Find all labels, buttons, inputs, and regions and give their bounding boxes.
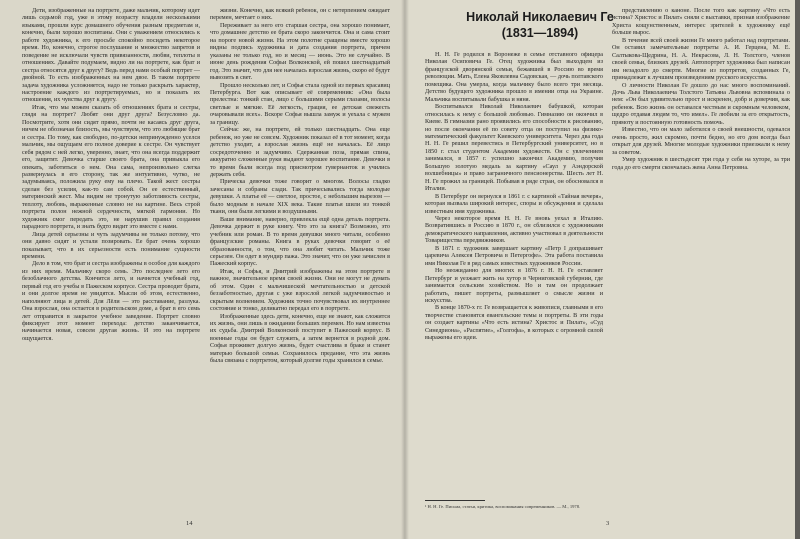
left-page-column-2 — [210, 8, 390, 516]
paragraph: Итак, и Софья, и Дмитрий изображены на этом портрете в важное, значительное время своей жизни. Они не могут не думать об этом. Один с мальчишеской мечтательностью и детской беззаботностью, другая с уже взрослой легкой задумчивостью и скрытым волнением. Художник точно почувствовал их внутреннее состояние и тонко, деликатно передал его в портрете. — [210, 268, 390, 313]
paragraph: В Петербург он вернулся в 1861 г. с картиной «Тайная вечеря», которая вызвала широкий интерес, споры и обсуждения и сделала известным имя художника. — [425, 193, 603, 215]
paragraph: Прошло несколько лет, и Софья стала одной из первых красавиц Петербурга. Вот как описывает её современник: «Она была прелестна: тонкий стан, лицо с большими серыми глазами, волосы светлые и мягкие. Её легкость, грация, ее детская свежесть очаровывали всех». Вскоре Софья вышла замуж и уехала с мужем за границу. — [210, 82, 390, 126]
artist-years: (1831—1894) — [501, 26, 579, 40]
paragraph: Ваше внимание, наверно, привлекла ещё одна деталь портрета. Девочка держит в руке книгу. Что это за книга? Возможно, это учебник или роман. В то время девушки много читали, особенно французские романы. Книга в руках девочки говорит о её образованности, о том, что она любит читать. Мальчик тоже серьезен. Он одет в мундир пажа. Это значит, что он уже зачислен в Пажеский корпус. — [210, 216, 390, 268]
paragraph: Известно, что он мало заботился о своей внешности, одевался очень просто, жил скромно, почти бедно, но его дом всегда был открыт для друзей. Многие молодые художники приезжали к нему за советом. — [612, 127, 790, 156]
chapter-title — [440, 10, 640, 41]
paragraph: Итак, что мы можем сказать об отношениях брата и сестры, глядя на портрет? Любят они друг друга? Безусловно да. Посмотрите, хотя они сидят прямо, почти не касаясь друг друга, ничем не обозначая близость, мы чувствуем, что это любящие брат и сестра. По тому, как свободно, по-детски непринужденно уселся мальчик, мы ощущаем его полное доверие к сестре. Он чувствует себя рядом с ней легко, уверенно, знает, что она всегда поддержит его, защитит. Девочка старше своего брата, она привыкла его опекать, заботиться о нем. Она сама, непроизвольно слегка развернулась в его сторону, так же интуитивно, чутко, не задумываясь, положила руку ему на плечо. Такой жест сестры сделан без усилия, как-то сам собой. Он ее естественный, материнский жест. Мы видим не тронутую заботливость сестры, теплоту, любовь, выраженные словно не на картине. Весь строй портрета полон нежной сердечности, мягкой гармонии. Но художник смог передать это, не нарушив правил создания парадного портрета, и знать будто видит это вместе с нами. — [22, 104, 200, 231]
right-page-column-2 — [612, 8, 790, 493]
left-page-column-1 — [22, 8, 200, 516]
paragraph: Но неожиданно для многих в 1876 г. Н. Н. Ге оставляет Петербург и уезжает жить на хутор в Черниговской губернии, где занимается сельским хозяйством. Но и там он продолжает работать, пишет портреты, размышляет о смысле жизни и искусства. — [425, 268, 603, 304]
footnote-divider — [425, 500, 485, 501]
paragraph: Изображенные здесь дети, конечно, еще не знают, как сложится их жизнь, они лишь в ожидании больших перемен. Но нам известна их судьба. Дмитрий Волконский поступит в Пажеский корпус. В военные годы он будет служить, а затем вернется в родной дом. Софья проживет долгую жизнь, будет счастлива в браке и станет матерью большой семьи. Сохранилось предание, что эта жизнь была связана с портретом, который долгие годы хранился в семье. — [210, 313, 390, 365]
paragraph: Переживает за него его старшая сестра, она хорошо понимает, что домашнее детство ее брата скоро закончится. Она и сама стоит на пороге новой жизни. На этом полотне сращены вместе хорошо видны подпись художника и дата создания портрета, причем указаны не только год, но и месяц — июнь. Это не случайно. В июне день рождения Софьи Волконской, ей пошел шестнадцатый год. Это значит, что для нее началась взрослая жизнь, скоро её будут вывозить в свет. — [210, 22, 390, 82]
paragraph: Воспитывался Николай Николаевич бабушкой, которая относилась к нему с большой любовью. Гимназию он окончил в Киеве. В гимназии рано проявились его способности к рисованию, но после окончания её по совету отца он поступил на физико-математический факультет Киевского университета. Через два года Н. Н. Ге решил перевестись в Петербургский университет, но в 1850 г. стал студентом Академии художеств. Он с увлечением занимался, в 1857 г. успешно закончил Академию, получив Большую золотую медаль за картину «Саул у Аэндорской волшебницы» и право заграничного пенсионерства. Шесть лет Н. Н. Ге прожил за границей. Побывав в ряде стран, он обосновался в Италии. — [425, 104, 603, 193]
paragraph: Сейчас же, на портрете, ей только шестнадцать. Она еще ребенок, но уже не совсем. Художник показал её в тот момент, когда детство уходит, а взрослая жизнь ещё не началась. Её лицо сосредоточенно и задумчиво. Сдержанная поза, прямая спина, аккуратно сложенные руки выдают хорошее воспитание. Девочки в то время были всегда под присмотром гувернанток и учились держать себя. — [210, 127, 390, 178]
paragraph: В 1871 г. художник завершает картину «Петр I допрашивает царевича Алексея Петровича в Петергофе». Эта работа поставила имя Николая Ге в ряд самых известных художников России. — [425, 245, 603, 267]
paragraph: В течение всей своей жизни Ге много работал над портретами. Он оставил замечательные портреты А. И. Герцена, М. Е. Салтыкова-Щедрина, Н. А. Некрасова, Л. Н. Толстого, членов своей семьи, близких друзей. Автопортрет художника был написан им незадолго до смерти. Многие из портретов, созданных Ге, принадлежат к лучшим произведениям русского искусства. — [612, 37, 790, 82]
paragraph: Дело в том, что брат и сестра изображены в особое для каждого из них время. Мальчику скоро семь. Это последнее лето его безоблачного детства. Кончится лето, и начнется учебный год, первый год его учебы в Пажеском корпусе. Сестра проводит брата, и они долгое время не увидятся. Мысли об этом, естественно, наполняют лица и детей. Для Лёли — это расставание, разлука. Она взрослая, она остается в родительском доме, а брат в его семь лет отправится в закрытое учебное заведение. Портрет словно фиксирует этот момент перехода: детство заканчивается, начинается новая, совсем другая жизнь. И это на портрете ощущается. — [22, 261, 200, 342]
footnote: ¹ Н. Н. Ге. Письма, статьи, критика, воспоминания современников. — М., 1978. — [425, 504, 581, 509]
paragraph: Лица детей серьезны и чуть задумчивы не только потому, что они давно сидят и устали позировать. Ее брат очень хорошо показывает, что в их серьезности есть понимание сущности времени. — [22, 231, 200, 260]
paragraph: Дети, изображенные на портрете, даже мальчик, которому идет лишь седьмой год, уже в этому возрасту владели несколькими языками, прошли курс домашнего обучения разным предметам и, конечно, были хорошо воспитаны. Они с уважением относились к работе художника, к его просьбе спокойно посидеть некоторое время. Но, конечно, строгое послушание и множество запретов и поведение не исключали чувств привязанности, любви, теплоты в отношениях. Давайте подумаем, видно ли на портрете, как брат и сестра относятся друг к другу? Ведь перед нами особый портрет — двойной. То есть изображенных на нем двое. В таком портрете задача художника усложняется, надо не только раскрыть характер, настроение каждого из портретируемых, но и показать их отношения, их чувства друг к другу. — [22, 8, 200, 104]
book-gutter — [401, 0, 409, 539]
paragraph: Н. Н. Ге родился в Воронеже в семье отставного офицера Николая Осиповича Ге. Отец художника был выходцем из французской дворянской семьи, бежавшей в Россию во время революции. Мать, Елена Яковлевна Садовская, — дочь полтавского помещика. Она умерла, когда мальчику было всего три месяца. Детство будущего художника прошло в имении отца на Украине. Мальчика воспитывали бабушка и няня. — [425, 52, 603, 103]
paragraph: Умер художник в шестьдесят три года у себя на хуторе, за три года до его смерти скончалась жена Анна Петровна. — [612, 157, 790, 171]
artist-name: Николай Николаевич Ге — [466, 10, 614, 24]
paragraph: представлению о каноне. После того как картину «Что есть истина? Христос и Пилат» сняли с выставки, признав изображение Христа кощунственным, интерес зрителей к художнику ещё больше вырос. — [612, 8, 790, 37]
page-edge — [795, 0, 800, 539]
paragraph: О личности Николая Ге дошло до нас много воспоминаний. Дочь Льва Николаевича Толстого Татьяна Львовна вспоминала о нем: «Он был удивительно прост и искренен, добр и доверчив, как ребенок. Всю жизнь он оставался честным и скромным человеком, щедро отдавая людям то, что имел». Ге любили за его открытость, прямоту и постоянную готовность помочь. — [612, 82, 790, 126]
paragraph: Через некоторое время Н. Н. Ге вновь уехал в Италию. Возвратившись в Россию в 1870 г., он сблизился с художниками демократического направления, активно участвовал в деятельности Товарищества передвижников. — [425, 215, 603, 245]
paragraph: Прическа девочки тоже говорит о многом. Волосы гладко зачесаны и собраны сзади. Так причесывались тогда молодые девушки. А платье её — светлое, простое, с небольшим вырезом — было модным в начале XIX века. Такие платья шили из тонкой ткани, они были легкими и воздушными. — [210, 179, 390, 216]
page-number-right: 3 — [606, 520, 610, 527]
right-page-column-1 — [425, 52, 603, 492]
paragraph: В конце 1870-х гг. Ге возвращается к живописи, главными в его творчестве становятся евангельские темы и портреты. В эти годы он создает картины «Что есть истина? Христос и Пилат», «Суд Синедриона», «Распятие», «Голгофа», в которых с огромной силой выражены его идеи. — [425, 305, 603, 342]
page-number-left: 14 — [186, 520, 193, 527]
paragraph: жизни. Конечно, как всякий ребенок, он с нетерпением ожидает перемен, мечтает о них. — [210, 8, 390, 22]
